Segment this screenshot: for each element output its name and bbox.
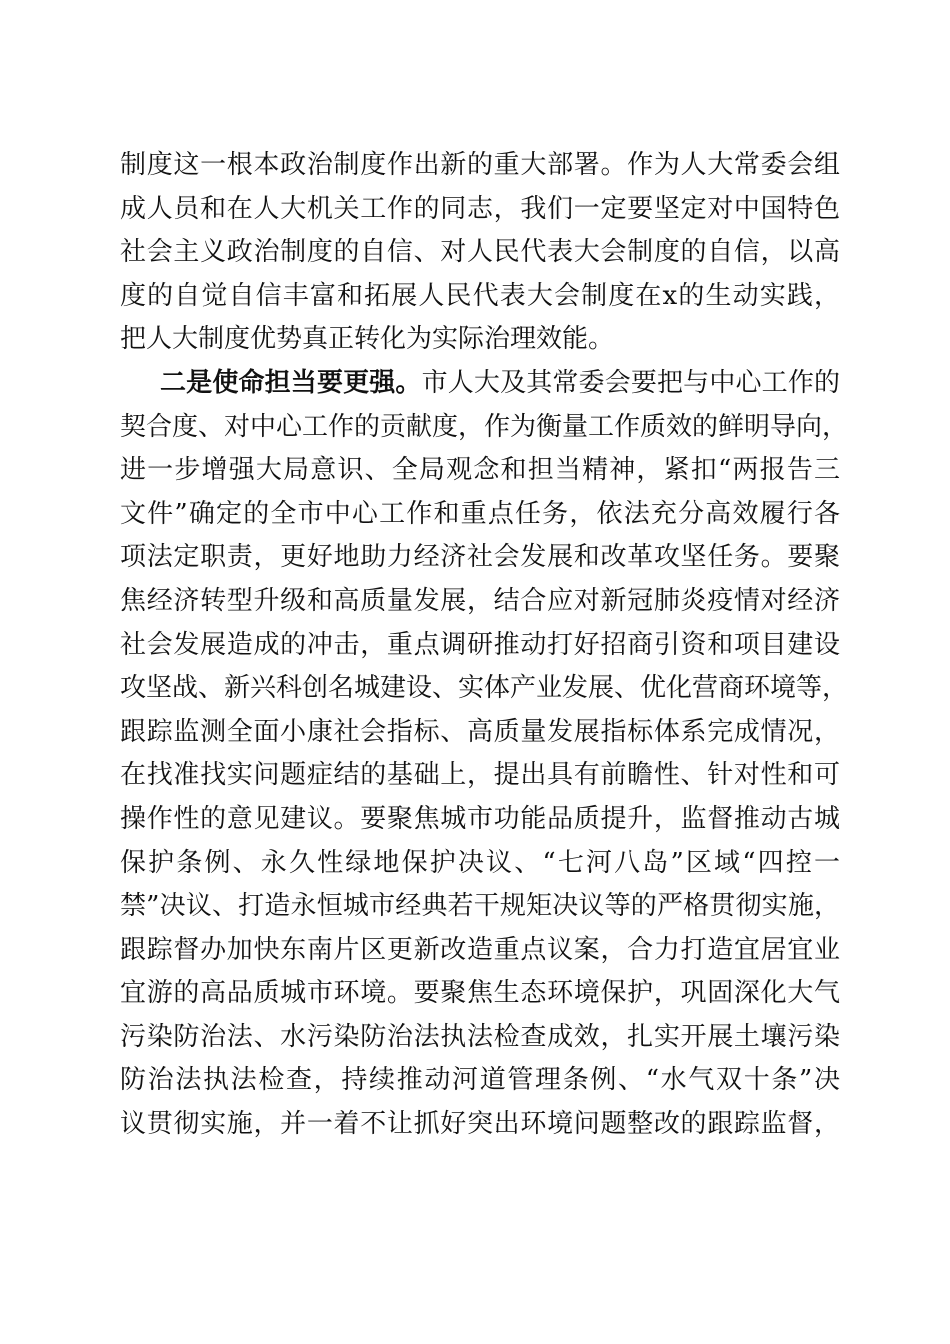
text-line: 焦经济转型升级和高质量发展，结合应对新冠肺炎疫情对经济 xyxy=(120,585,840,616)
heading-line-rest: 市人大及其常委会要把与中心工作的 xyxy=(421,367,840,398)
text-line: 度的自觉自信丰富和拓展人民代表大会制度在x的生动实践， xyxy=(120,280,840,311)
text-line: 攻坚战、新兴科创名城建设、实体产业发展、优化营商环境等， xyxy=(120,673,849,704)
text-line: 议贯彻实施，并一着不让抓好突出环境问题整改的跟踪监督， xyxy=(120,1109,840,1140)
text-line: 保护条例、永久性绿地保护决议、“七河八岛”区域“四控一 xyxy=(120,847,840,878)
text-line: 成人员和在人大机关工作的同志，我们一定要坚定对中国特色 xyxy=(120,193,840,224)
text-line: 在找准找实问题症结的基础上，提出具有前瞻性、针对性和可 xyxy=(120,760,840,791)
text-line: 社会主义政治制度的自信、对人民代表大会制度的自信，以高 xyxy=(120,237,840,268)
text-line: 跟踪监测全面小康社会指标、高质量发展指标体系完成情况， xyxy=(120,716,840,747)
text-line: 跟踪督办加快东南片区更新改造重点议案，合力打造宜居宜业 xyxy=(120,934,840,965)
text-line-first xyxy=(120,362,840,406)
text-line: 把人大制度优势真正转化为实际治理效能。 xyxy=(120,324,615,355)
text-line: 操作性的意见建议。要聚焦城市功能品质提升，监督推动古城 xyxy=(120,803,840,834)
paragraph-2 xyxy=(120,362,849,1147)
text-line: 污染防治法、水污染防治法执法检查成效，扎实开展土壤污染 xyxy=(120,1021,840,1052)
text-line: 进一步增强大局意识、全局观念和担当精神，紧扣“两报告三 xyxy=(120,455,840,486)
text-line: 文件”确定的全市中心工作和重点任务，依法充分高效履行各 xyxy=(120,498,840,529)
text-line: 防治法执法检查，持续推动河道管理条例、“水气双十条”决 xyxy=(120,1065,840,1096)
text-line: 制度这一根本政治制度作出新的重大部署。作为人大常委会组 xyxy=(120,150,840,180)
paragraph-1 xyxy=(120,144,840,362)
text-line: 禁”决议、打造永恒城市经典若干规矩决议等的严格贯彻实施， xyxy=(120,891,840,922)
text-line: 契合度、对中心工作的贡献度，作为衡量工作质效的鲜明导向， xyxy=(120,411,849,442)
text-line: 项法定职责，更好地助力经济社会发展和改革攻坚任务。要聚 xyxy=(120,542,840,573)
text-line: 社会发展造成的冲击，重点调研推动打好招商引资和项目建设 xyxy=(120,629,840,660)
paragraph-heading: 二是使命担当要更强。 xyxy=(160,367,422,398)
text-line: 宜游的高品质城市环境。要聚焦生态环境保护，巩固深化大气 xyxy=(120,978,840,1009)
body-text xyxy=(120,144,849,1147)
